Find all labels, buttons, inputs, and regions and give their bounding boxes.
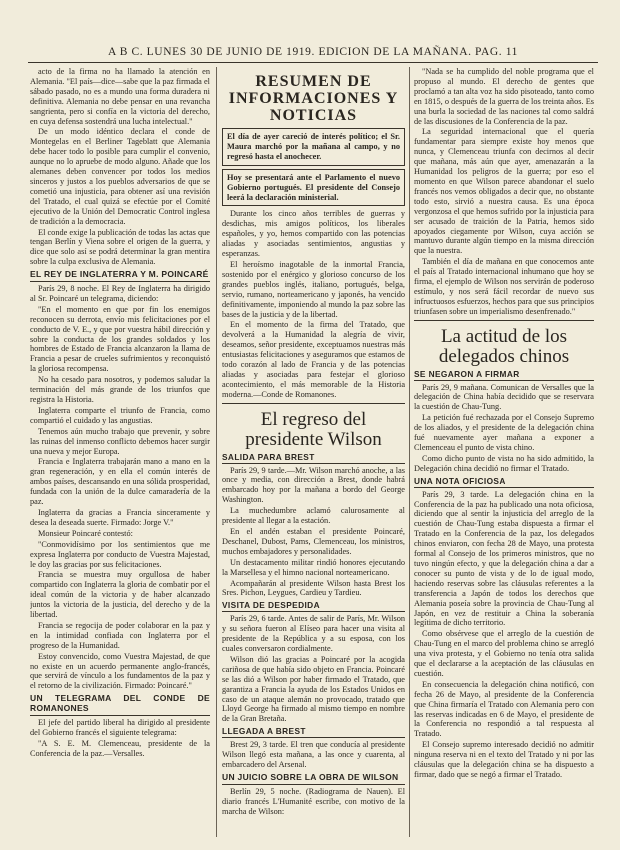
news-brief: Hoy se presentará ante el Parlamento el nuevo Gobierno portugués. El presidente del Consejo leerá la declaración ministerial. (222, 169, 405, 207)
headline-chinos: La actitud de los delegados chinos (438, 325, 570, 367)
paragraph: París 29, 9 mañana. Comunican de Versalles que la delegación de China había decidido que se reservara la cuestión de Chau-Tung. (414, 382, 594, 412)
column-divider (216, 67, 217, 837)
section-heading-rey: EL REY DE INGLATERRA Y M. POINCARÉ (30, 270, 210, 282)
news-brief: El día de ayer careció de interés político; el Sr. Maura marchó por la mañana al campo, y no regresó hasta el anochecer. (222, 128, 405, 166)
section-divider (414, 320, 594, 321)
paragraph: acto de la firma no ha llamado la atención en Alemania. "El país—dice—sabe que la paz firmada el sábado pasado, no es a mundo una forma duradera ni definitiva. Alemania no debe pensar en una revancha sangrienta, pero si confía en la victoria del derecho, en cuya defensa sostendrá una lucha intelectual." (30, 67, 210, 126)
page-masthead: A B C. LUNES 30 DE JUNIO DE 1919. EDICION DE LA MAÑANA. PAG. 11 (107, 46, 519, 58)
paragraph: En el momento de la firma del Tratado, que devolverá a la Humanidad la alegría de vivir, deseamos, señor presidente, exceptuamos nuestras más entusiastas felicitaciones y aseguramos que estamos de todo corazón al lado de Francia y de las potencias aliadas y asociadas para festejar el glorioso acontecimiento, el más memorable de la Historia moderna.—Conde de Romanones. (222, 320, 405, 399)
paragraph: "Nada se ha cumplido del noble programa que el propuso al mundo. El derecho de gentes que proclamó a tan alta voz ha sido pisoteado, tanto como en 1815, o después de la guerra de los treinta años. Es una burla la sociedad de las naciones tal como saldrá de las discusiones de la Conferencia de la paz. (414, 67, 594, 126)
paragraph: El jefe del partido liberal ha dirigido al presidente del Gobierno francés el siguiente telegrama: (30, 718, 210, 737)
paragraph: Tenemos aún mucho trabajo que prevenir, y sobre las ruinas del inmenso conflicto debemos hacer surgir una nueva y mejor Europa. (30, 426, 210, 456)
section-divider (222, 403, 405, 404)
paragraph: Como obsérvese que el arreglo de la cuestión de Chau-Tung en el marco del problema chino se arregló una viva protesta, y el Gobierno no tenía otra salida que el declararse a la aceptación de las cláusulas en cuestión. (414, 629, 594, 678)
masthead-rule (28, 62, 598, 63)
paragraph: El heroísmo inagotable de la inmortal Francia, sostenido por el enérgico y glorioso concurso de los grandes pueblos inglés, italiano, portugués, belga, servio, rumano, norteamericano y japonés, ha vencido definitivamente, imponiendo al mundo la paz sobre las bases de la justicia y de la libertad. (222, 259, 405, 319)
paragraph: La muchedumbre aclamó calurosamente al presidente al llegar a la estación. (222, 506, 405, 526)
section-heading-llegada: LLEGADA A BREST (222, 727, 405, 738)
paragraph: Durante los cinco años terribles de guerras y desdichas, mis amigos políticos, los liberales españoles, y yo, hemos compartido con las potencias aliadas y asociadas sentimientos, angustias y esperanzas. (222, 209, 405, 259)
paragraph: El conde exige la publicación de todas las actas que tengan Berlín y Viena sobre el origen de la guerra, y dice que solo así se podrá determinar la gran mentira sobre la culpa exclusiva de Alemania. (30, 227, 210, 267)
section-heading-nota: UNA NOTA OFICIOSA (414, 477, 594, 488)
paragraph: Francia e Inglaterra trabajarán mano a mano en la gran regeneración, y en ella el común interés de ambos países, descansando en una sólida prosperidad, fundada con la unión de la dulce camaradería de la paz. (30, 457, 210, 507)
column-1 (30, 67, 210, 837)
paragraph: Brest 29, 3 tarde. El tren que conducía al presidente Wilson llegó esta mañana, a las once y cuarenta, al embarcadero del Arsenal. (222, 740, 405, 769)
paragraph: Acompañarán al presidente Wilson hasta Brest los Sres. Pichon, Leygues, Cardieu y Tardieu. (222, 578, 405, 598)
paragraph: París 29, 3 tarde. La delegación china en la Conferencia de la paz ha publicado una nota oficiosa, diciendo que al sentir la injusticia del arreglo de la cuestión de Chau-Tung estaba dispuesta a firmar el Tratado en la Conferencia de la paz, los delegados chinos enviaron, con fecha 28 de Mayo, una protesta formal al Consejo de los primeros ministros, que no tuvo ningún efecto, y que la delegación china a dar a conocer su punto de vista y de lo de igual modo, haciendo reservas sobre las cláusulas referentes a la transferencia a Japón de todos los derechos que Alemania poseía sobre la provincia de Chau-Tung al Japón, en vez de restituir a China la soberanía legítima de dicho territorio. (414, 489, 594, 628)
paragraph: Inglaterra da gracias a Francia sinceramente y desea la deseada suerte. Firmado: Jorge V." (30, 507, 210, 527)
section-heading-telegrama: UN TELEGRAMA DEL CONDE DE ROMANONES (30, 694, 210, 716)
paragraph: París 29, 6 tarde. Antes de salir de París, Mr. Wilson y su señora fueron al Elíseo para hacer una visita al presidente de la República y a su esposa, con los cuales conversaron cordialmente. (222, 614, 405, 653)
paragraph: Inglaterra comparte el triunfo de Francia, como compartió el cuidado y las angustias. (30, 405, 210, 425)
paragraph: Francia se regocija de poder colaborar en la paz y en la intimidad confiada con Inglaterra por el progreso de la Humanidad. (30, 620, 210, 650)
paragraph: No ha cesado para nosotros, y podemos saludar la terminación del más grande de los triunfos que registra la Historia. (30, 375, 210, 404)
paragraph: En el andén estaban el presidente Poincaré, Deschanel, Dubost, Pams, Clemenceau, los ministros, muchos embajadores y personalidades. (222, 527, 405, 556)
paragraph: Un destacamento militar rindió honores ejecutando la Marsellesa y el himno nacional norteamericano. (222, 557, 405, 577)
paragraph: París 29, 9 tarde.—Mr. Wilson marchó anoche, a las once y media, con dirección a Brest, donde habrá embarcado hoy por la mañana a bordo del George Washington. (222, 465, 405, 505)
column-3 (414, 67, 594, 837)
headline-wilson: El regreso del presidente Wilson (245, 408, 382, 450)
paragraph: "Conmovidísimo por los sentimientos que me expresa Inglaterra por conducto de Vuestra Majestad, le doy las gracias por sus felicitaciones. (30, 539, 210, 569)
paragraph: Wilson dió las gracias a Poincaré por la acogida cariñosa de que había sido objeto en Francia. Poincaré se las dió a Wilson por haber firmado el Tratado, que garantiza a Francia la ayuda de los Estados Unidos en caso de un ataque alemán no provocado, tratado que Lloyd George ha firmado al mismo tiempo en nombre de la Gran Bretaña. (222, 654, 405, 724)
paragraph: Monsieur Poincaré contestó: (38, 528, 133, 538)
headline-resumen: RESUMEN DE INFORMACIONES Y NOTICIAS (228, 73, 399, 124)
paragraph: La seguridad internacional que el quería fundamentar para siempre existe hoy menos que nunca, y Clemenceau triunfa con decirnos al decir que mañana, más aún que ayer, amenazarán a la Humanidad los peligros de la guerra; por eso el momento en que Wilson parece abandonar el suelo francés nos vemos obligados a decir que, no obstante todo esto, sirvió a nuestra causa. Es una época vergonzosa el que hemos sufrido por la injusticia para ser acusado de traición de la Patria, hemos sido apoyados ciegamente por Wilson, cuya acción se mantuvo durante algún tiempo en la misma dirección que la nuestra. (414, 127, 594, 256)
column-divider (409, 67, 410, 837)
paragraph: Francia se muestra muy orgullosa de haber compartido con Inglaterra la gloria de combatir por el ideal común de la victoria y de haber alcanzado juntos la victoria de la justicia, del derecho y de la libertad. (30, 570, 210, 620)
column-2 (222, 67, 405, 837)
section-heading-salida: SALIDA PARA BREST (222, 453, 405, 464)
paragraph: En consecuencia la delegación china notificó, con fecha 26 de Mayo, al presidente de la Conferencia que China firmaría el Tratado con Alemania pero con las reservas indicadas en 6 de Mayo, el presidente de la Conferencia no respondió a tal respuesta al Tratado. (414, 679, 594, 739)
paragraph: Berlín 29, 5 noche. (Radiograma de Nauen). El diario francés L'Humanité escribe, con motivo de la marcha de Wilson: (222, 786, 405, 816)
paragraph: Estoy convencido, como Vuestra Majestad, de que no existe en un acuerdo permanente anglo-francés, que servirá de vínculo a los fundamentos de la paz y el retorno de la civilización. Firmado: Poincaré." (30, 651, 210, 691)
paragraph: De un modo idéntico declara el conde de Montegelas en el Berliner Tageblatt que Alemania debe hacer todo lo posible para cumplir el convenio, aunque no lo apruebe de modo alguno. Añade que los alemanes deben convencer por todos los medios sinceros y justos a los pueblos adversarios de que se cometió una injusticia, para obtener así una revisión del Tratado, el cual quizá se efectúe por el Comité ejecutivo de la Unión del Democratic Control inglesa de tradición a la democracia. (30, 127, 210, 226)
paragraph: "En el momento en que por fin los enemigos reconocen su derrota, envío mis felicitaciones por el conducto de V. E., y que por vuestra hábil dirección y sobre la conducta de los grandes soldados y los hombres de Estado de Francia alcanzaron la llama de Francia a pesar de crueles sufrimientos y reconquistó la gloriosa recompensa. (30, 304, 210, 374)
paragraph: Como dicho punto de vista no ha sido admitido, la Delegación china decidió no firmar el Tratado. (414, 453, 594, 473)
paragraph: El Consejo supremo interesado decidió no admitir ninguna reserva ni en el texto del Tratado y ni por las cláusulas que la delegación china se ha dispuesto a firmar, dado que se negó a firmar el Tratado. (414, 740, 594, 779)
section-heading-juicio: UN JUICIO SOBRE LA OBRA DE WILSON (222, 773, 405, 785)
section-heading-negaron: SE NEGARON A FIRMAR (414, 370, 594, 381)
paragraph: París 29, 8 noche. El Rey de Inglaterra ha dirigido al Sr. Poincaré un telegrama, diciendo: (30, 284, 210, 303)
paragraph: "A S. E. M. Clemenceau, presidente de la Conferencia de la paz.—Versalles. (30, 738, 210, 758)
paragraph: La petición fué rechazada por el Consejo Supremo de los aliados, y el presidente de la delegación china fué nuevamente ayer mañana a exponer a Clemenceau el punto de vista chino. (414, 413, 594, 452)
paragraph: También el día de mañana en que conocemos ante el país al Tratado internacional inhumano que hoy se firma, el ejemplo de Wilson nos servirán de poderoso estímulo, y nos será fácil recordar de nuevo sus infructuosos esfuerzos, hechos para que sus principios triunfasen sobre un imperialismo desenfrenado." (414, 257, 594, 316)
section-heading-visita: VISITA DE DESPEDIDA (222, 601, 405, 612)
